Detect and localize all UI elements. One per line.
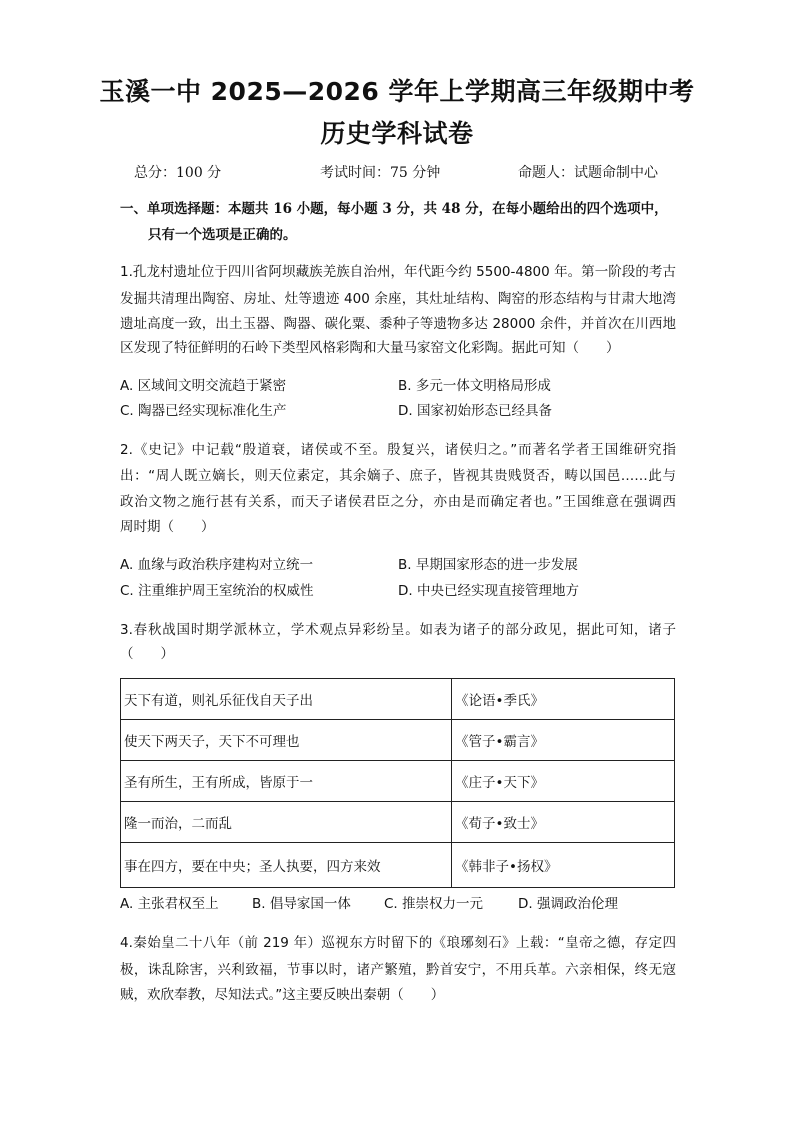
table-cell-quote: 隆一而治，二而乱 bbox=[121, 802, 452, 843]
question-text-line: （ ） bbox=[120, 646, 174, 662]
option-b[interactable]: B. 倡导家国一体 bbox=[252, 896, 351, 912]
question-text-line: 周时期（ ） bbox=[120, 519, 215, 535]
question-text-line: 发掘共清理出陶窑、房址、灶等遗迹 400 余座，其灶址结构、陶窑的形态结构与甘肃大地湾 bbox=[120, 291, 676, 307]
section-heading-cont: 只有一个选项是正确的。 bbox=[148, 227, 297, 243]
table-cell-source: 《庄子•天下》 bbox=[452, 761, 675, 802]
table-cell-quote: 圣有所生，王有所成，皆原于一 bbox=[121, 761, 452, 802]
question-text-line: 出：“周人既立嫡长，则天位素定，其余嫡子、庶子，皆视其贵贱贤否，畴以国邑……此与 bbox=[120, 468, 676, 484]
option-a[interactable]: A. 区域间文明交流趋于紧密 bbox=[120, 378, 287, 394]
question-text-line: 遗址高度一致，出土玉器、陶器、碳化粟、黍种子等遗物多达 28000 余件，并首次在川西地 bbox=[120, 316, 676, 332]
exam-subtitle: 历史学科试卷 bbox=[320, 119, 474, 148]
option-a[interactable]: A. 血缘与政治秩序建构对立统一 bbox=[120, 557, 314, 573]
option-b[interactable]: B. 多元一体文明格局形成 bbox=[398, 378, 551, 394]
table-cell-quote: 使天下两天子，天下不可理也 bbox=[121, 720, 452, 761]
table-cell-source: 《管子•霸言》 bbox=[452, 720, 675, 761]
question-text-line: 区发现了特征鲜明的石岭下类型风格彩陶和大量马家窑文化彩陶。据此可知（ ） bbox=[120, 340, 620, 356]
question-text-line: 政治文物之施行甚有关系，而天子诸侯君臣之分，亦由是而确定者也。”王国维意在强调西 bbox=[120, 494, 676, 510]
option-c[interactable]: C. 注重维护周王室统治的权威性 bbox=[120, 583, 314, 599]
table-cell-quote: 天下有道，则礼乐征伐自天子出 bbox=[121, 679, 452, 720]
option-b[interactable]: B. 早期国家形态的进一步发展 bbox=[398, 557, 578, 573]
section-heading: 一、单项选择题：本题共 16 小题，每小题 3 分，共 48 分，在每小题给出的四个选项中， bbox=[120, 201, 668, 217]
table-row bbox=[121, 720, 675, 761]
total-score: 总分：100 分 bbox=[134, 165, 222, 181]
question-text-line: 4.秦始皇二十八年（前 219 年）巡视东方时留下的《琅琊刻石》上载：“皇帝之德，存定四 bbox=[120, 935, 676, 951]
table-cell-source: 《韩非子•扬权》 bbox=[452, 843, 675, 888]
exam-time: 考试时间：75 分钟 bbox=[320, 165, 441, 181]
option-c[interactable]: C. 陶器已经实现标准化生产 bbox=[120, 403, 287, 419]
question-text-line: 1.孔龙村遗址位于四川省阿坝藏族羌族自治州，年代距今约 5500-4800 年。第一阶段的考古 bbox=[120, 264, 676, 280]
table-cell-quote: 事在四方，要在中央；圣人执要，四方来效 bbox=[121, 843, 452, 888]
exam-title: 玉溪一中 2025—2026 学年上学期高三年级期中考 bbox=[99, 77, 695, 106]
question-text-line: 3.春秋战国时期学派林立，学术观点异彩纷呈。如表为诸子的部分政见，据此可知，诸子 bbox=[120, 622, 676, 638]
option-a[interactable]: A. 主张君权至上 bbox=[120, 896, 219, 912]
table-row bbox=[121, 761, 675, 802]
table-cell-source: 《荀子•致士》 bbox=[452, 802, 675, 843]
option-c[interactable]: C. 推崇权力一元 bbox=[384, 896, 484, 912]
option-d[interactable]: D. 国家初始形态已经具备 bbox=[398, 403, 552, 419]
table-row bbox=[121, 679, 675, 720]
question-text-line: 2.《史记》中记载“殷道衰，诸侯或不至。殷复兴，诸侯归之。”而著名学者王国维研究指 bbox=[120, 442, 676, 458]
politics-views-table bbox=[120, 678, 675, 888]
question-text-line: 贼，欢欣奉教，尽知法式。”这主要反映出秦朝（ ） bbox=[120, 987, 445, 1003]
option-d[interactable]: D. 强调政治伦理 bbox=[518, 896, 618, 912]
exam-author: 命题人：试题命制中心 bbox=[518, 165, 658, 181]
table-row bbox=[121, 843, 675, 888]
table-row bbox=[121, 802, 675, 843]
question-text-line: 极，诛乱除害，兴利致福，节事以时，诸产繁殖，黔首安宁，不用兵革。六亲相保，终无寇 bbox=[120, 962, 676, 978]
option-d[interactable]: D. 中央已经实现直接管理地方 bbox=[398, 583, 579, 599]
table-cell-source: 《论语•季氏》 bbox=[452, 679, 675, 720]
